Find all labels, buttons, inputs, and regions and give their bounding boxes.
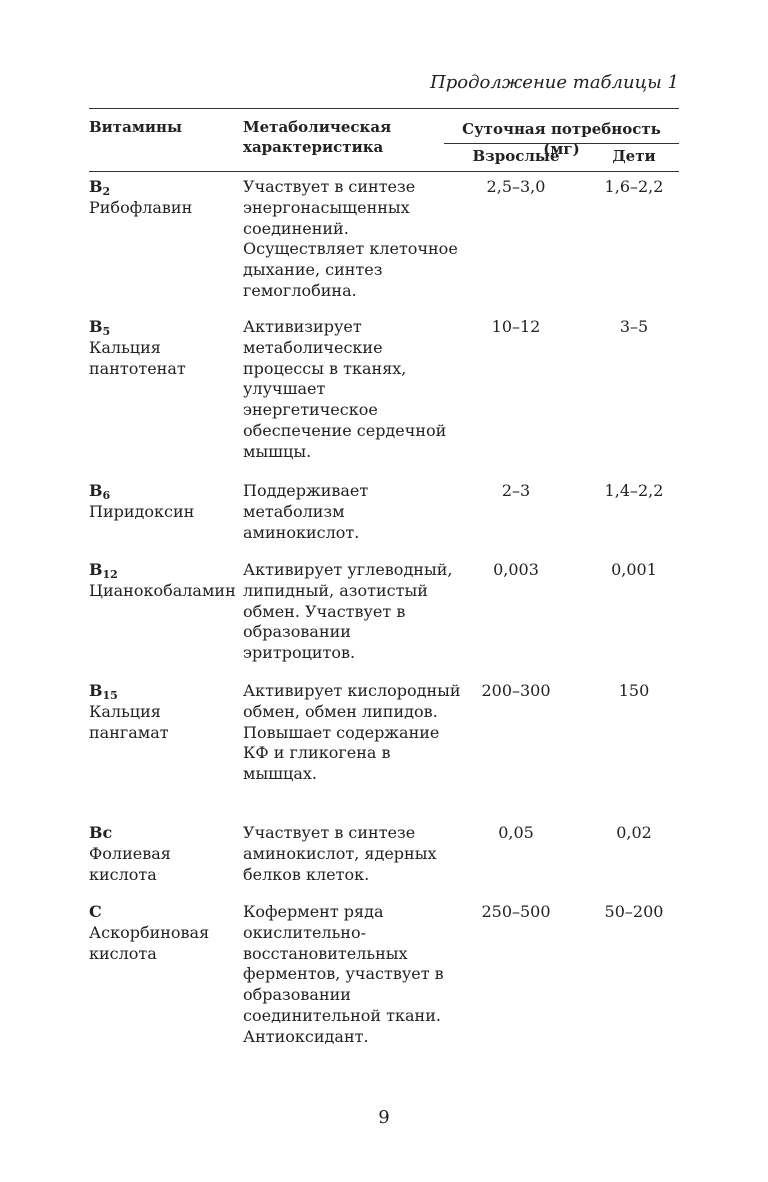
header-divider xyxy=(444,143,679,144)
child-dose: 3–5 xyxy=(619,317,649,336)
header-daily-need: Суточная потребность (мг) xyxy=(462,120,661,158)
adult-dose: 200–300 xyxy=(481,681,551,700)
metabolic-description: Активирует кислородный обмен, обмен липидов. Повышает содержание КФ и гликогена в мышцах. xyxy=(243,681,461,784)
child-dose: 1,4–2,2 xyxy=(604,481,664,500)
vitamin-name: Пиридоксин xyxy=(89,501,195,521)
vitamin-name: Цианокобаламин xyxy=(89,580,236,600)
vitamin-code: $B_{12}$ xyxy=(89,560,118,581)
adult-dose: 2–3 xyxy=(501,481,531,500)
adult-dose: 0,003 xyxy=(493,560,539,579)
vitamin-name: Кальция пангамат xyxy=(89,701,169,742)
metabolic-description: Активирует углеводный, липидный, азотистый обмен. Участвует в образовании эритроцитов. xyxy=(243,560,453,663)
metabolic-description: Кофермент ряда окислительно-восстановительных ферментов, участвует в образовании соединительной ткани. Антиоксидант. xyxy=(243,902,444,1046)
child-dose: 0,02 xyxy=(616,823,652,842)
vitamin-name: Фолиевая кислота xyxy=(89,843,171,884)
adult-dose: 0,05 xyxy=(498,823,534,842)
adult-dose: 2,5–3,0 xyxy=(486,177,546,196)
vitamin-cell xyxy=(89,560,239,602)
metabolic-description: Поддерживает метаболизм аминокислот. xyxy=(243,481,369,542)
vitamin-code: $B_2$ xyxy=(89,177,111,198)
vitamin-cell xyxy=(89,902,239,964)
adult-dose: 10–12 xyxy=(491,317,541,336)
vitamin-name: Аскорбиновая кислота xyxy=(89,922,210,963)
vitamin-cell xyxy=(89,481,239,523)
table-header xyxy=(89,109,679,172)
child-dose: 150 xyxy=(618,681,650,700)
header-metabolic: Метаболическая характеристика xyxy=(243,118,392,156)
page-number: 9 xyxy=(378,1107,390,1128)
table-caption: Продолжение таблицы 1 xyxy=(430,72,679,93)
child-dose: 50–200 xyxy=(604,902,664,921)
metabolic-description: Активизирует метаболические процессы в тканях, улучшает энергетическое обеспечение сердечной мышцы. xyxy=(243,317,447,461)
child-dose: 1,6–2,2 xyxy=(604,177,664,196)
vitamin-code: $B_5$ xyxy=(89,317,111,338)
header-children: Дети xyxy=(612,147,656,165)
metabolic-description: Участвует в синтезе аминокислот, ядерных белков клеток. xyxy=(243,823,437,884)
vitamin-cell xyxy=(89,317,239,379)
child-dose: 0,001 xyxy=(611,560,657,579)
adult-dose: 250–500 xyxy=(481,902,551,921)
header-adults: Взрослые xyxy=(472,147,560,165)
vitamin-cell xyxy=(89,177,239,219)
vitamin-table xyxy=(89,108,679,1046)
vitamin-code: $B_6$ xyxy=(89,481,111,502)
vitamin-cell xyxy=(89,681,239,743)
vitamin-name: Кальция пантотенат xyxy=(89,337,186,378)
vitamin-cell xyxy=(89,823,239,885)
metabolic-description: Участвует в синтезе энергонасыщенных соединений. Осуществляет клеточное дыхание, синтез гемоглобина. xyxy=(243,177,458,300)
vitamin-code: $B_{15}$ xyxy=(89,681,118,702)
header-vitamins: Витамины xyxy=(89,118,182,136)
vitamin-name: Рибофлавин xyxy=(89,197,193,217)
vitamin-code: C xyxy=(89,902,102,921)
vitamin-code: Bc xyxy=(89,823,113,842)
